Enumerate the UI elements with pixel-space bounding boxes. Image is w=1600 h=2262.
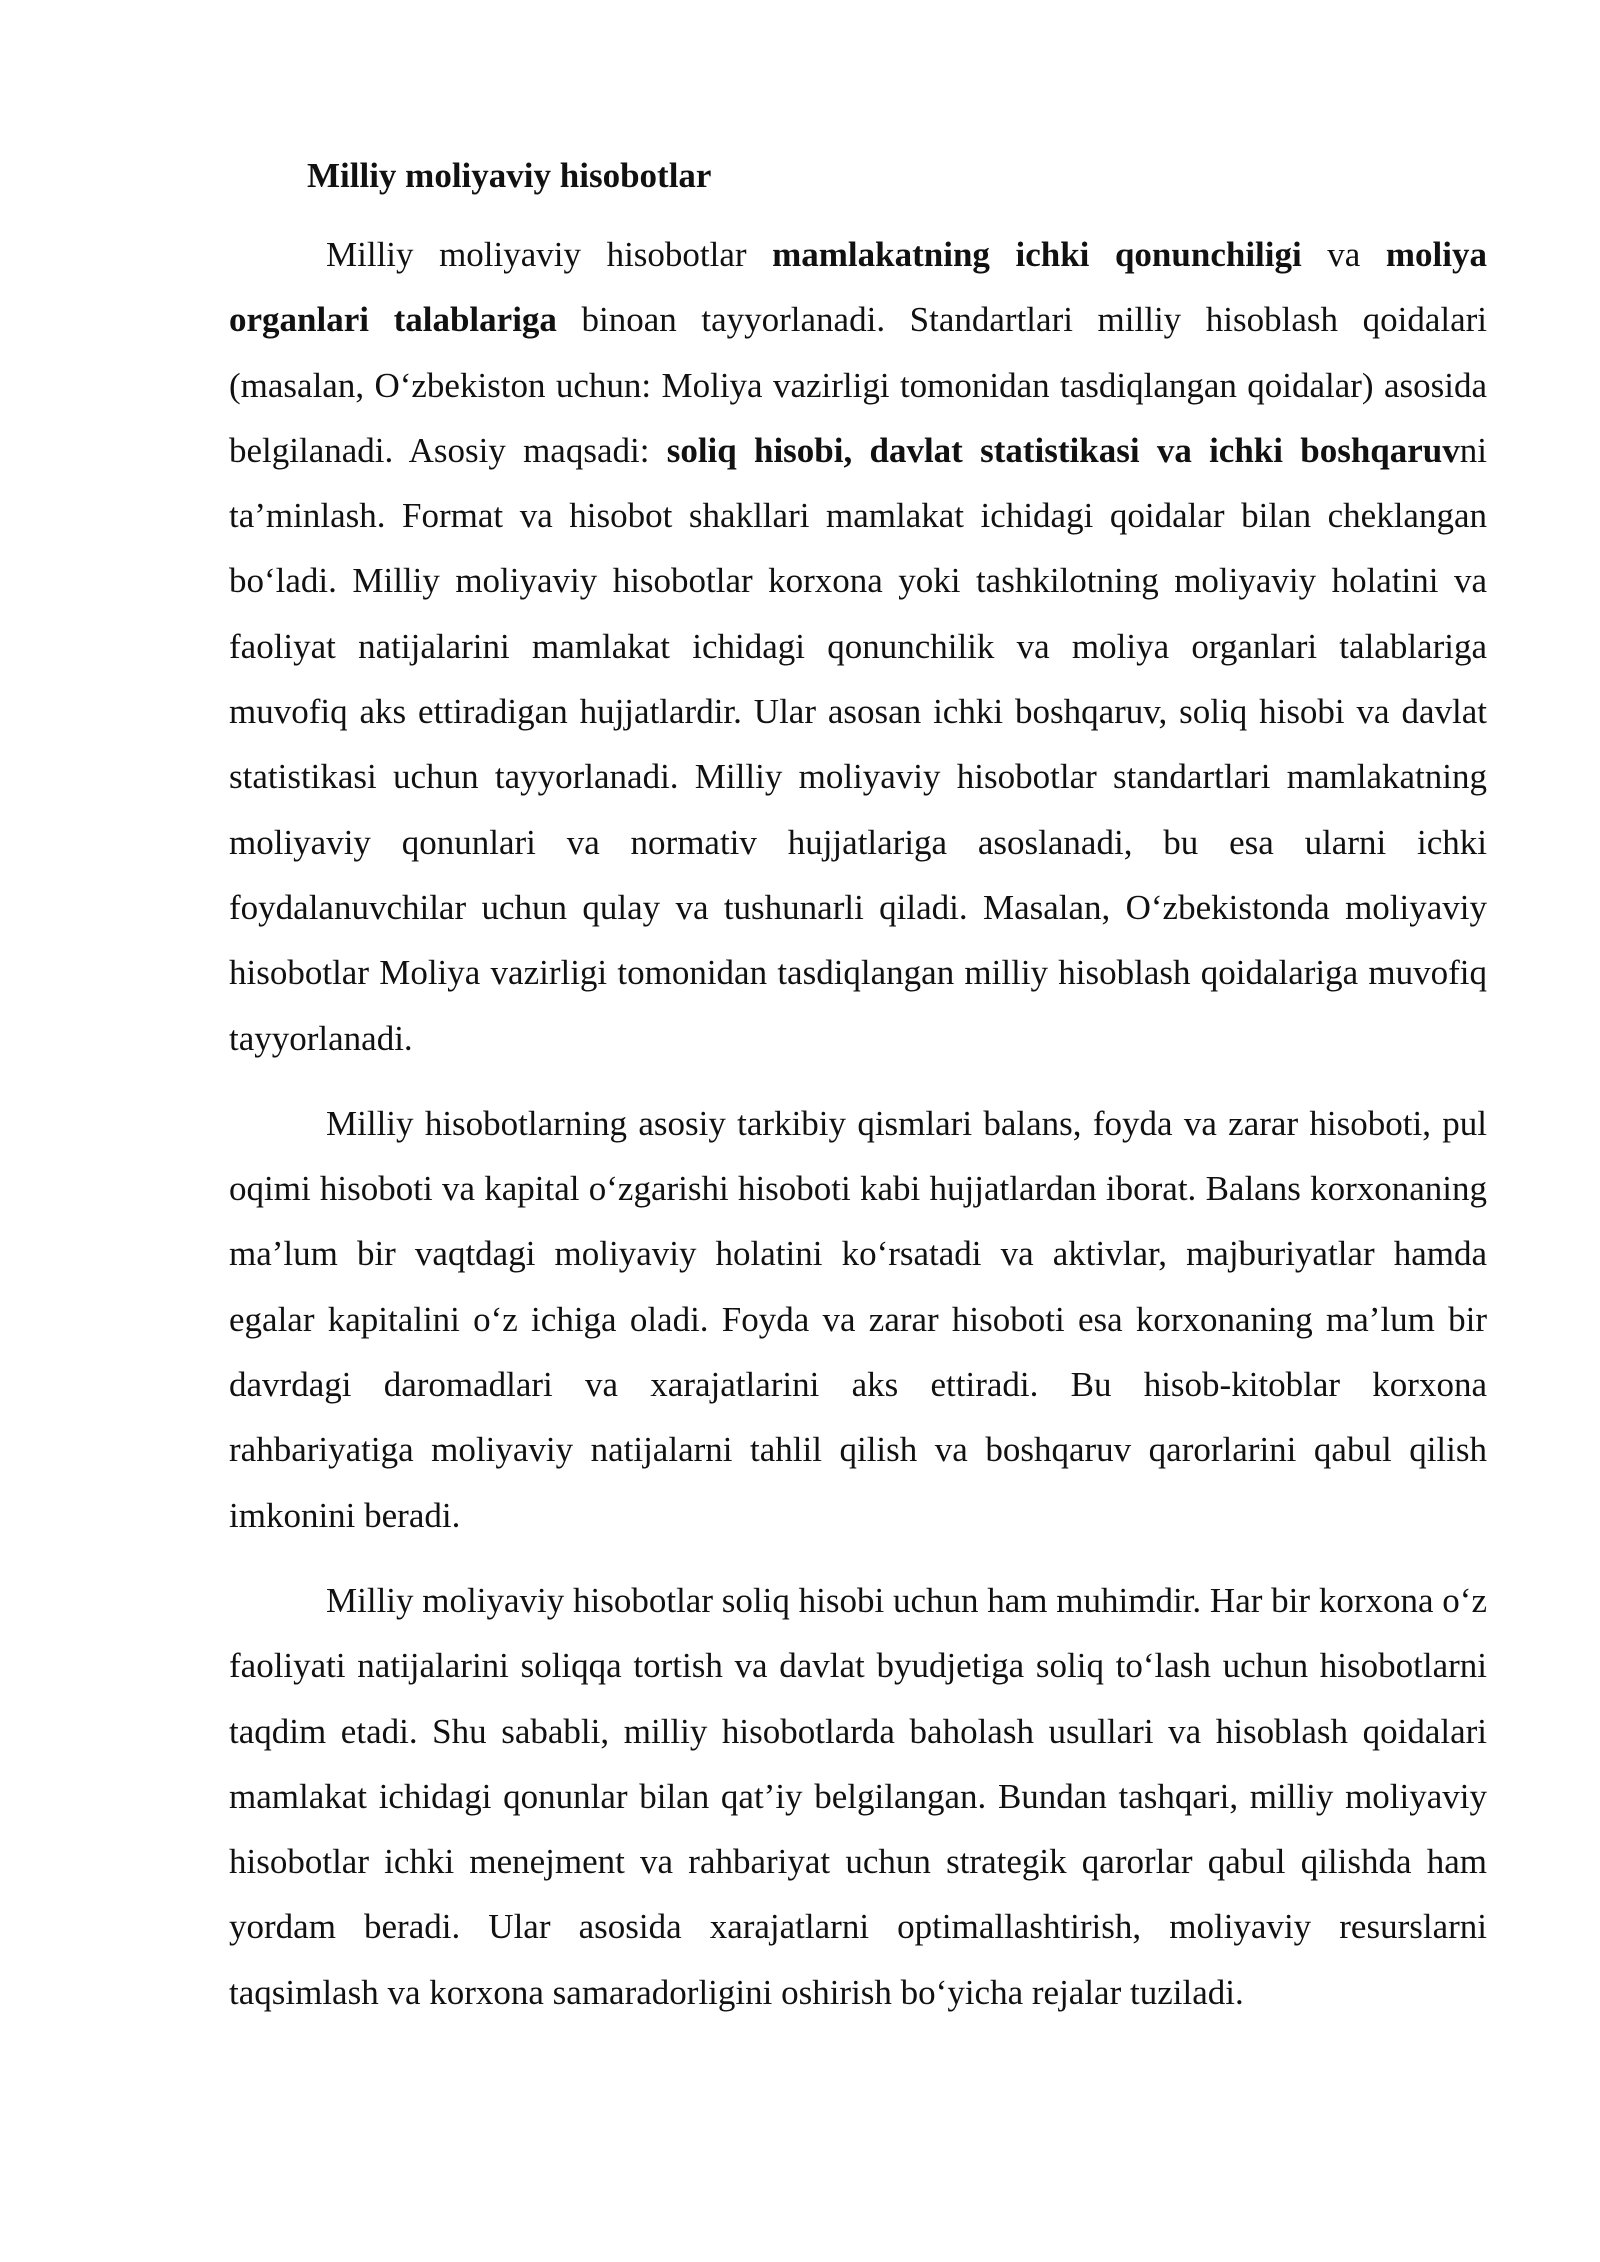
paragraph-segment: Milliy moliyaviy hisobotlar: [326, 235, 773, 274]
paragraph-segment: Milliy hisobotlarning asosiy tarkibiy qismlari balans, foyda va zarar hisoboti, pul oqimi hisoboti va kapital o‘zgarishi hisoboti kabi hujjatlardan iborat. Balans korxonaning ma’lum bir vaqtdagi moliyaviy holatini ko‘rsatadi va aktivlar, majburiyatlar hamda egalar kapitalini o‘z ichiga oladi. Foyda va zarar hisoboti esa korxonaning ma’lum bir davrdagi daromadlari va xarajatlarini aks ettiradi. Bu hisob-kitoblar korxona rahbariyatiga moliyaviy natijalarni tahlil qilish va boshqaruv qarorlarini qabul qilish imkonini beradi.: [229, 1103, 1487, 1535]
paragraph-segment: binoan tayyorlanadi. Standartlari milliy hisoblash qoidalari (masalan, O‘zbekiston uchun: Moliya vazirligi tomonidan tasdiqlangan qoidalar) asosida belgilanadi. Asosiy maqsadi:: [229, 300, 1487, 470]
paragraph-3: [229, 1568, 1487, 2025]
paragraph-1: [229, 222, 1487, 1071]
document-body: [229, 150, 1487, 2045]
paragraph-2: [229, 1091, 1487, 1548]
paragraph-segment: va: [1301, 235, 1386, 274]
document-title: Milliy moliyaviy hisobotlar: [307, 156, 712, 195]
paragraph-segment-bold: soliq hisobi, davlat statistikasi va ichki boshqaruv: [666, 430, 1460, 470]
paragraph-segment-bold: moliya organlari talablariga: [229, 235, 1487, 340]
paragraph-segment: ni ta’minlash. Format va hisobot shakllari mamlakat ichidagi qoidalar bilan cheklangan bo‘ladi. Milliy moliyaviy hisobotlar korxona yoki tashkilotning moliyaviy holatini va faoliyat natijalarini mamlakat ichidagi qonunchilik va moliya organlari talablariga muvofiq aks ettiradigan hujjatlardir. Ular asosan ichki boshqaruv, soliq hisobi va davlat statistikasi uchun tayyorlanadi. Milliy moliyaviy hisobotlar standartlari mamlakatning moliyaviy qonunlari va normativ hujjatlariga asoslanadi, bu esa ularni ichki foydalanuvchilar uchun qulay va tushunarli qiladi. Masalan, O‘zbekistonda moliyaviy hisobotlar Moliya vazirligi tomonidan tasdiqlangan milliy hisoblash qoidalariga muvofiq tayyorlanadi.: [229, 430, 1487, 1058]
paragraph-segment-bold: mamlakatning ichki qonunchiligi: [772, 235, 1302, 274]
paragraph-segment: Milliy moliyaviy hisobotlar soliq hisobi uchun ham muhimdir. Har bir korxona o‘z faoliyati natijalarini soliqqa tortish va davlat byudjetiga soliq to‘lash uchun hisobotlarni taqdim etadi. Shu sababli, milliy hisobotlarda baholash usullari va hisoblash qoidalari mamlakat ichidagi qonunlar bilan qat’iy belgilangan. Bundan tashqari, milliy moliyaviy hisobotlar ichki menejment va rahbariyat uchun strategik qarorlar qabul qilishda ham yordam beradi. Ular asosida xarajatlarni optimallashtirish, moliyaviy resurslarni taqsimlash va korxona samaradorligini oshirish bo‘yicha rejalar tuziladi.: [229, 1580, 1487, 2012]
